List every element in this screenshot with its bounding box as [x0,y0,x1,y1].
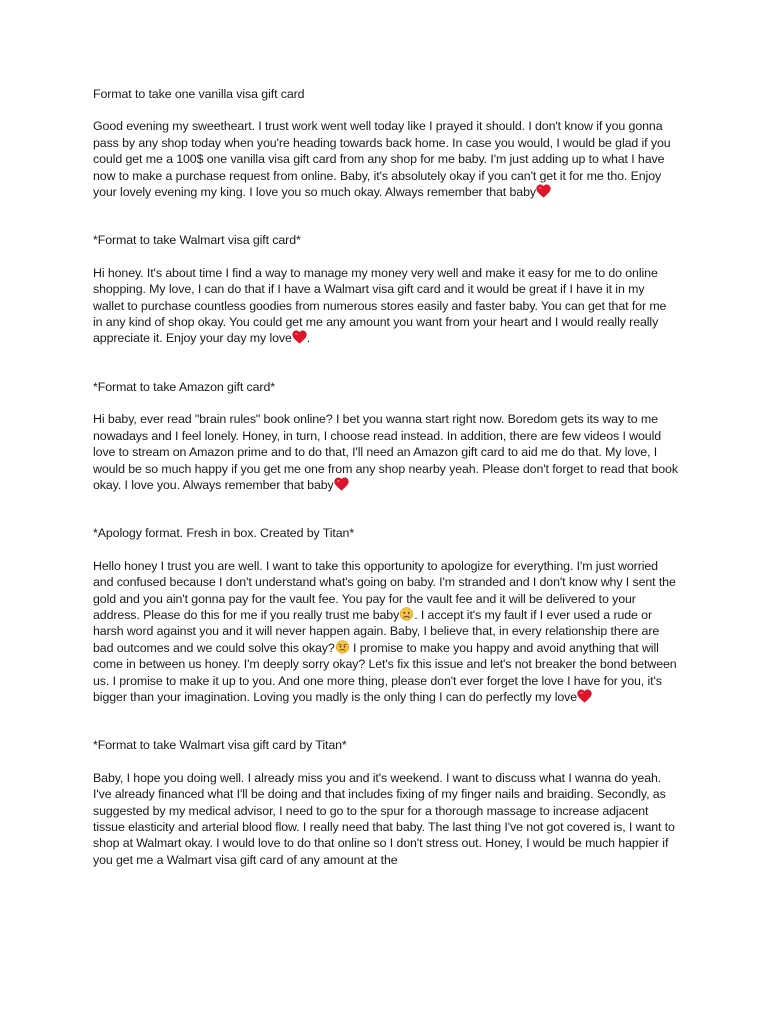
body-text: Hi honey. It's about time I find a way to manage my money very well and make it easy for me to do online shopping. My love, I can do that if I have a Walmart visa gift card and it would be great if I have it in my wallet to purchase countless goodies from numerous stores easily and faster baby. You can get that for me in any kind of shop okay. You could get me any amount you want from your heart and I would really really appreciate it. Enjoy your day my love [93,265,667,346]
body-text: . I accept it's my fault if I ever used a rude or harsh word against you and it will never happen again. Baby, I believe that, in every relationship there are bad outcomes and we could solve this okay? [93,607,660,655]
section-title: *Format to take Amazon gift card* [93,379,275,394]
section-title: *Apology format. Fresh in box. Created by Titan* [93,526,355,541]
section-body [93,558,678,706]
body-text: Hello honey I trust you are well. I want to take this opportunity to apologize for everything. I'm just worried and confused because I don't understand what's going on baby. I'm stranded and I don't know why I sent the gold and you ain't gonna pay for the vault fee. You pay for the vault fee and it will be delivered to your address. Please do this for me if you really trust me baby [93,558,676,622]
body-text: Good evening my sweetheart. I trust work went well today like I prayed it should. I don't know if you gonna pass by any shop today when you're heading towards back home. In case you would, I would be glad if you could get me a 100$ one vanilla visa gift card from any shop for me baby. I'm just adding up to what I have now to make a purchase request from online. Baby, it's absolutely okay if you can't get it for me tho. Enjoy your lovely evening my king. I love you so much okay. Always remember that baby [93,119,671,200]
body-text: Hi baby, ever read "brain rules" book online? I bet you wanna start right now. Boredom gets its way to me nowadays and I feel lonely. Honey, in turn, I choose read instead. In addition, there are few videos I would love to stream on Amazon prime and to do that, I'll need an Amazon gift card to aid me do that. My love, I would be so much happy if you get me one from any shop nearby yeah. Please don't forget to read that book okay. I love you. Always remember that baby [93,412,678,492]
body-text: I promise to make you happy and avoid anything that will come in between us honey. I'm deeply sorry okay? Let's fix this issue and let's not breaker the bond between us. I promise to make it up to you. And one more thing, please don't ever forget the love I have for you, it's bigger than your imagination. Loving you madly is the only thing I can do perfectly my love [93,640,677,704]
section-body [93,770,678,868]
section-body [93,265,678,347]
red-heart-icon [577,689,592,703]
body-text: Baby, I hope you doing well. I already miss you and it's weekend. I want to discuss what I wanna do yeah. I've already financed what I'll be doing and that includes fixing of my finger nails and braiding. Secondly, as suggested by my medical advisor, I need to go to the spur for a thorough massage to increase adjacent tissue elasticity and arterial blood flow. I really need that baby. The last thing I've not got covered is, I want to shop at Walmart okay. I would love to do that online so I don't stress out. Honey, I would be much happier if you get me a Walmart visa gift card of any amount at the [93,770,675,867]
worried-face-icon [335,640,350,654]
section-body [93,411,678,493]
section-title: Format to take one vanilla visa gift card [93,87,305,101]
section-body [93,118,678,200]
body-text: . [306,331,311,346]
section-title: *Format to take Walmart visa gift card by Titan* [93,738,347,753]
section-title: *Format to take Walmart visa gift card* [93,233,301,248]
document-page [93,86,678,868]
red-heart-icon [334,477,349,491]
red-heart-icon [292,330,307,344]
red-heart-icon [536,184,551,198]
crying-face-icon [399,607,414,621]
